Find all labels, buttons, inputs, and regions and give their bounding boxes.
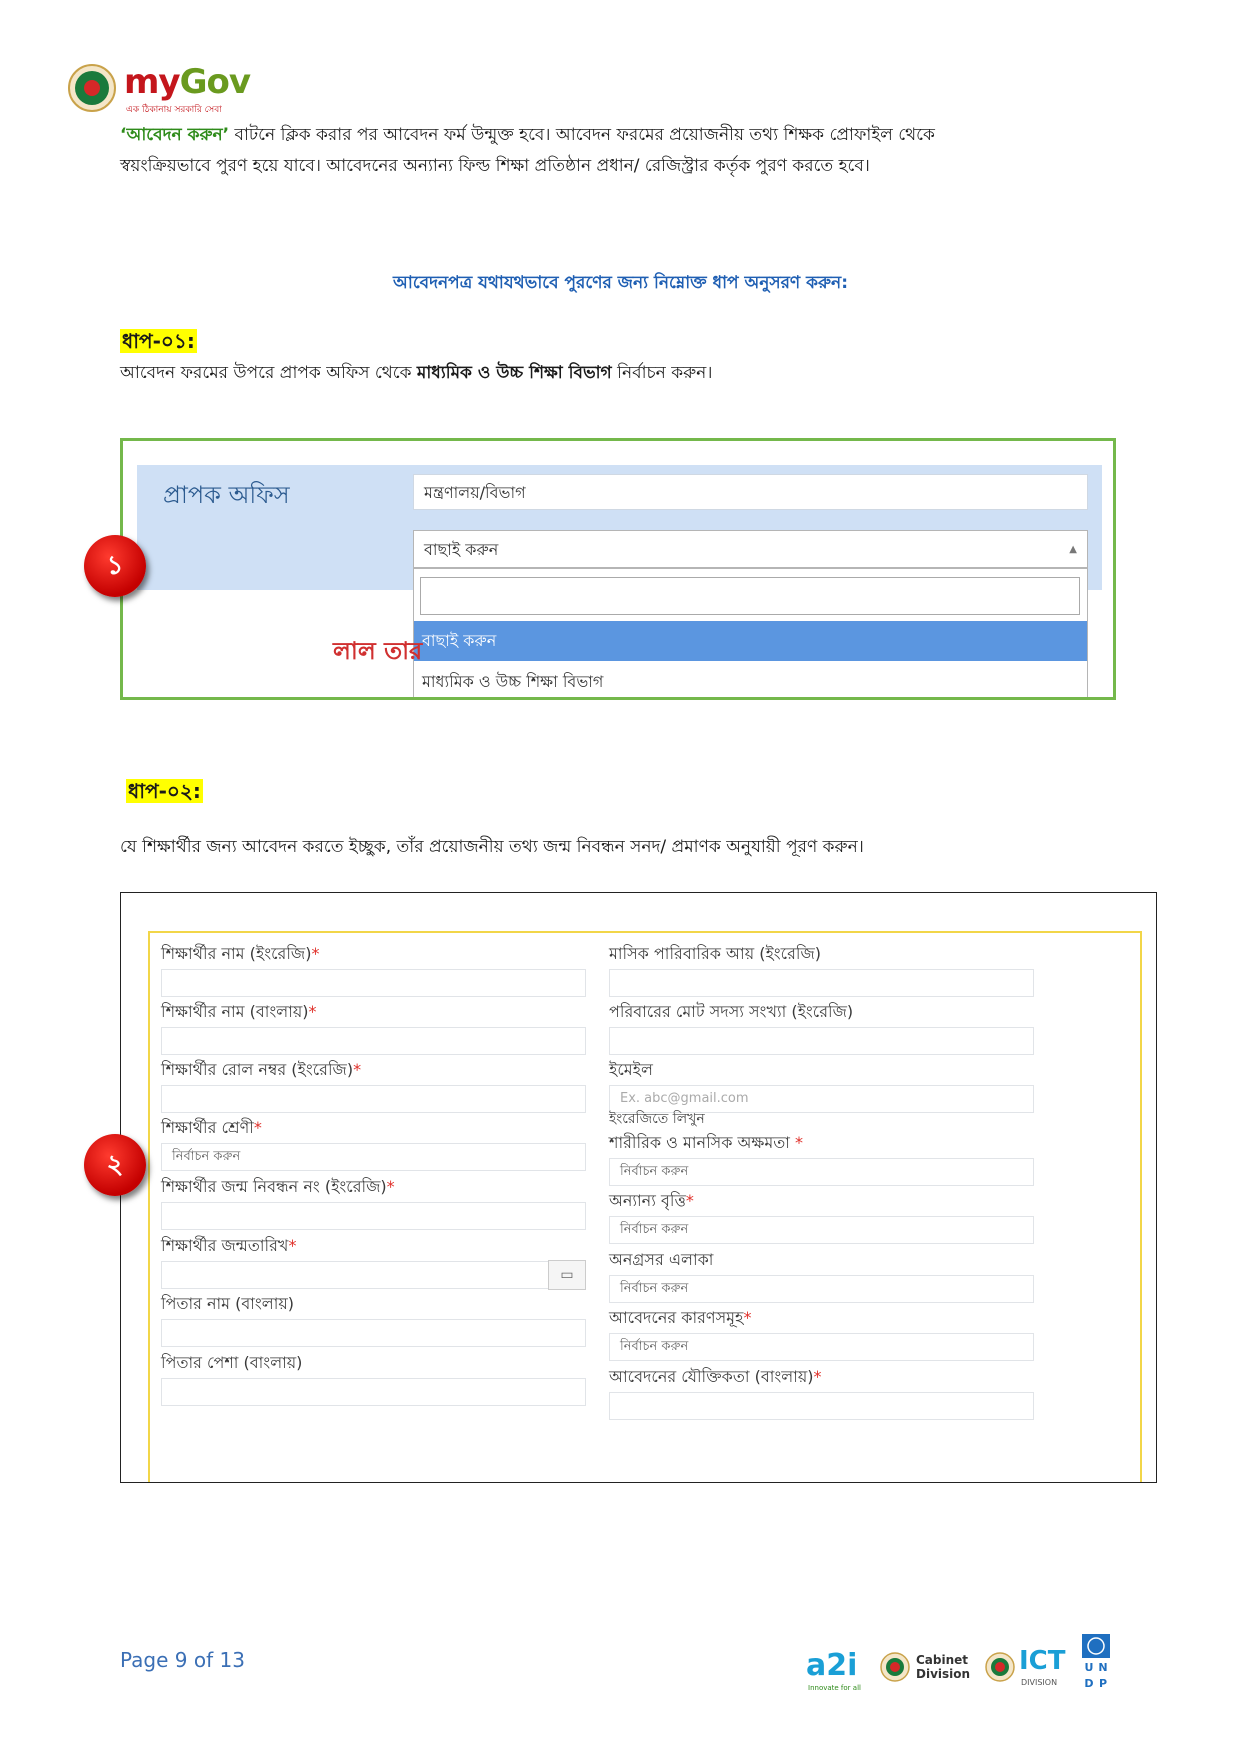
input-father-occupation[interactable] [161,1378,586,1406]
apply-button-name: ‘আবেদন করুন’ [120,125,230,145]
instructions-heading: আবেদনপত্র যথাযথভাবে পুরণের জন্য নিম্নোক্ত ধাপ অনুসরণ করুন: [392,273,848,293]
input-birth-date[interactable] [161,1261,549,1289]
intro-line1: বাটনে ক্লিক করার পর আবেদন ফর্ম উন্মুক্ত হবে। আবেদন ফরমের প্রয়োজনীয় তথ্য শিক্ষক প্রোফাইল থেকে [229,125,935,145]
caret-up-icon: ▲ [1069,544,1077,555]
logo-my: my [124,62,180,102]
label-father-name: পিতার নাম (বাংলায়) [161,1294,295,1313]
label-email: ইমেইল [609,1060,653,1079]
input-father-name[interactable] [161,1319,586,1347]
cabinet-division-logo: Cabinet Division [880,1640,975,1690]
label-student-name-bn: শিক্ষার্থীর নাম (বাংলায়)* [161,1002,317,1021]
input-monthly-income[interactable] [609,969,1034,997]
step2-label: ধাপ-০২: [128,779,201,803]
step2-text: যে শিক্ষার্থীর জন্য আবেদন করতে ইচ্ছুক, তাঁর প্রয়োজনীয় তথ্য জন্ম নিবন্ধন সনদ/ প্রমাণক অনুযায়ী পূরণ করুন। [120,837,864,857]
un-globe-icon [1082,1634,1110,1658]
label-application-justification: আবেদনের যৌক্তিকতা (বাংলায়)* [609,1367,822,1386]
step1-marker: ১ [84,535,146,597]
dropdown-search-input[interactable] [420,577,1080,615]
input-student-name-bn[interactable] [161,1027,586,1055]
label-birth-date: শিক্ষার্থীর জন্মতারিখ* [161,1236,297,1255]
bangladesh-emblem-icon [68,64,116,112]
input-roll-number[interactable] [161,1085,586,1113]
label-other-stipend: অন্যান্য বৃত্তি* [609,1191,694,1210]
select-other-stipend[interactable]: নির্বাচন করুন [609,1216,1034,1244]
input-application-justification[interactable] [609,1392,1034,1420]
office-dropdown [413,568,1088,700]
select-application-reasons[interactable]: নির্বাচন করুন [609,1333,1034,1361]
recipient-office-label: প্রাপক অফিস [163,481,290,509]
label-application-reasons: আবেদনের কারণসমূহ* [609,1308,752,1327]
step1-text: আবেদন ফরমের উপরে প্রাপক অফিস থেকে মাধ্যমিক ও উচ্চ শিক্ষা বিভাগ নির্বাচন করুন। [120,363,713,383]
select-student-class[interactable]: নির্বাচন করুন [161,1143,586,1171]
label-father-occupation: পিতার পেশা (বাংলায়) [161,1353,303,1372]
input-family-members[interactable] [609,1027,1034,1055]
calendar-icon[interactable]: ▭ [548,1260,586,1290]
select-backward-area[interactable]: নির্বাচন করুন [609,1275,1034,1303]
dropdown-option-selected[interactable]: বাছাই করুন [414,621,1087,661]
select-disability[interactable]: নির্বাচন করুন [609,1158,1034,1186]
step1-bold-office: মাধ্যমিক ও উচ্চ শিক্ষা বিভাগ [416,363,612,383]
required-note-partial: লাল তার [333,637,423,665]
label-disability: শারীরিক ও মানসিক অক্ষমতা * [609,1133,803,1152]
office-select[interactable]: বাছাই করুন ▲ [413,530,1088,568]
label-backward-area: অনগ্রসর এলাকা [609,1250,714,1269]
email-hint: ইংরেজিতে লিখুন [609,1111,705,1127]
label-family-members: পরিবারের মোট সদস্য সংখ্যা (ইংরেজি) [609,1002,854,1021]
label-roll-number: শিক্ষার্থীর রোল নম্বর (ইংরেজি)* [161,1060,362,1079]
step2-marker: ২ [84,1134,146,1196]
label-birth-reg-no: শিক্ষার্থীর জন্ম নিবন্ধন নং (ইংরেজি)* [161,1177,395,1196]
cabinet-emblem-icon [880,1652,910,1682]
input-email[interactable]: Ex. abc@gmail.com [609,1085,1034,1113]
ministry-input[interactable]: মন্ত্রণালয়/বিভাগ [413,474,1088,510]
logo-tagline: এক ঠিকানায় সরকারি সেবা [126,105,222,115]
a2i-logo: a2i Innovate for all [806,1648,861,1692]
ict-emblem-icon [985,1652,1015,1682]
label-monthly-income: মাসিক পারিবারিক আয় (ইংরেজি) [609,944,822,963]
intro-paragraph [120,120,1120,182]
input-student-name-en[interactable] [161,969,586,997]
undp-logo: U N D P [1082,1634,1110,1692]
mygov-logo [68,60,258,120]
label-student-name-en: শিক্ষার্থীর নাম (ইংরেজি)* [161,944,320,963]
page-number: Page 9 of 13 [120,1648,245,1672]
label-student-class: শিক্ষার্থীর শ্রেণী* [161,1118,262,1137]
dropdown-option-secondary-education[interactable]: মাধ্যমিক ও উচ্চ শিক্ষা বিভাগ [422,672,604,691]
ict-division-logo: ICT DIVISION [985,1640,1065,1690]
input-birth-reg-no[interactable] [161,1202,586,1230]
screenshot-recipient-office [120,438,1116,700]
intro-line2: স্বয়ংক্রিয়ভাবে পুরণ হয়ে যাবে। আবেদনের অন্যান্য ফিল্ড শিক্ষা প্রতিষ্ঠান প্রধান/ রেজিস্ট্রার কর্তৃক পুরণ করতে হবে। [120,156,870,176]
step1-label: ধাপ-০১: [122,329,195,353]
logo-gov: Gov [179,62,251,102]
screenshot-student-form [120,892,1157,1483]
